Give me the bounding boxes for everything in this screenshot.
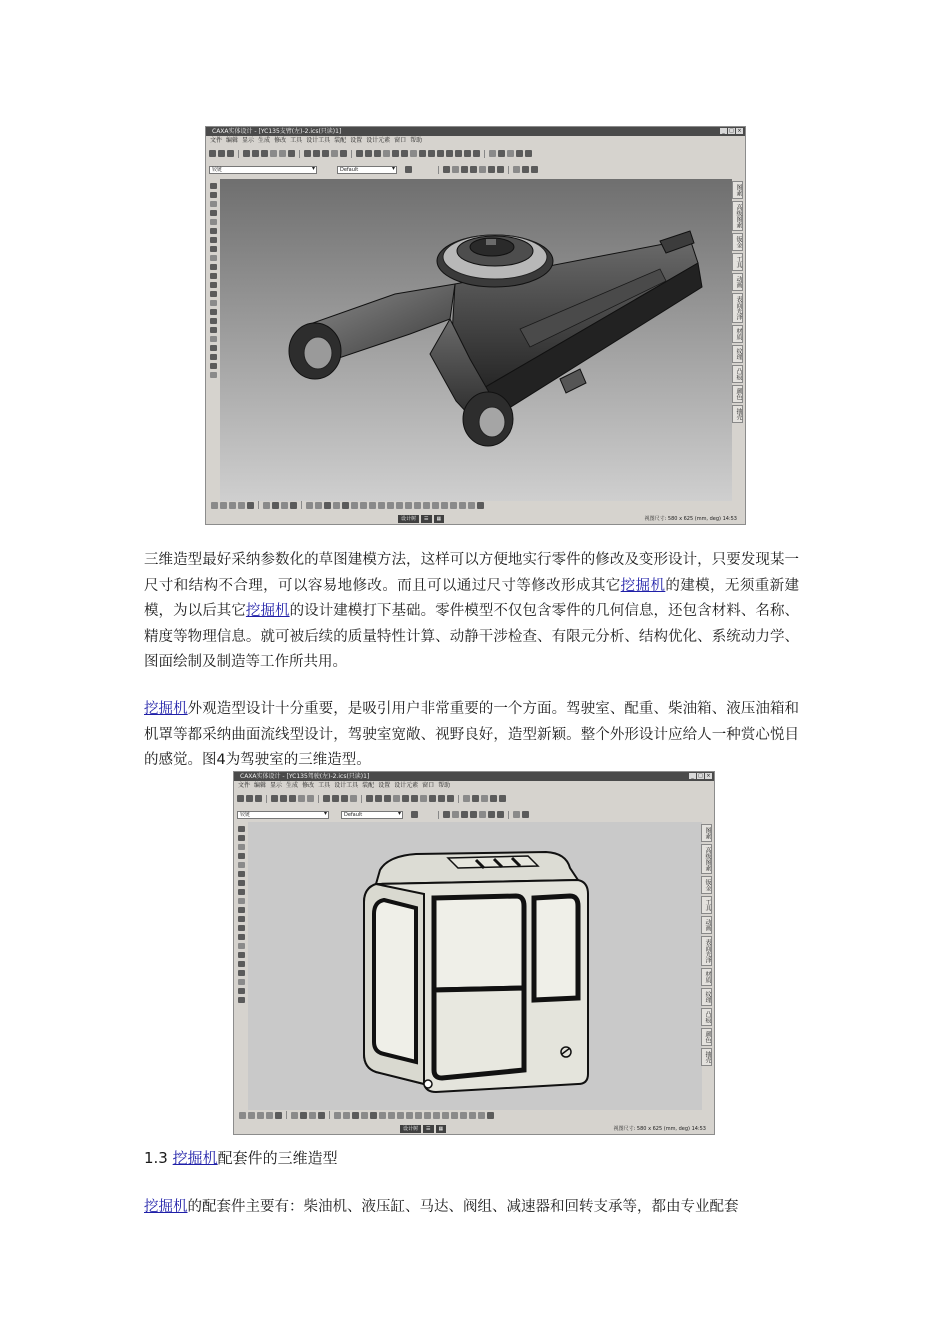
snap-icon [464,150,471,157]
tab-shell: 抽壳 [732,405,743,423]
help-icon [499,795,506,802]
midpoint-icon [433,1112,440,1119]
maximize-icon: □ [698,773,703,779]
minimize-icon: _ [720,128,727,134]
component-combo: 铰链 ▾ [209,166,317,174]
trim-icon [291,1112,298,1119]
constraint-icon [343,1112,350,1119]
circle-icon [229,502,236,509]
wireframe-icon [384,795,391,802]
iso-view-icon [210,291,217,297]
style-combo: Default ▾ [337,166,397,174]
menu-assembly: 装配 [362,782,375,789]
move-icon [290,502,297,509]
section-heading [144,1145,338,1171]
pen-icon [498,150,505,157]
zoom-icon [322,150,329,157]
tab-shell: 抽壳 [701,1048,712,1066]
cad-toolbar-2 [206,164,745,175]
dimension-icon [334,1112,341,1119]
list-tab: ☰ [421,515,431,523]
view-3d-icon [490,795,497,802]
menu-design-elements: 设计元素 [394,782,419,789]
para2-text-a: 外观造型设计十分重要，是吸引用户非常重要的一个方面。驾驶室、配重、柴油箱、液压油箱和机罩等都采纳曲面流线型设计，驾驶室宽敞、视野良好，造型新颖。整个外形设计应给人一种赏心悦目的感觉。图 [144,701,799,768]
measure-icon [420,795,427,802]
symmetric-icon [424,1112,431,1119]
new-icon [209,150,216,157]
status-text: 视图尺寸: 580 x 625 (mm, deg) 14:53 [644,516,737,522]
cad-bottom-toolbar [234,1110,714,1120]
equal-icon [360,502,367,509]
open-icon [218,150,225,157]
convert-icon [468,502,475,509]
cad-window-title: CAXA实体设计 - [YC135驾驶(左)-2.ics(只读)1] [240,773,370,780]
walk-icon [238,844,245,850]
section-icon [401,150,408,157]
cad-bottom-toolbar [206,500,745,510]
revolve-icon [452,166,459,173]
finish-sketch-icon [477,502,484,509]
tab-sheet-metal: 钣金 [701,876,712,894]
point-icon [460,1112,467,1119]
fix-icon [397,1112,404,1119]
paste-icon [289,795,296,802]
midpoint-icon [405,502,412,509]
split-icon [522,166,529,173]
render-icon [366,795,373,802]
cad-right-tabs [732,181,743,423]
chamfer-icon [488,811,495,818]
cad-viewport [220,179,732,501]
text-icon [441,502,448,509]
para2-text-b: 为驾驶室的三维造型。 [225,752,371,768]
open-icon [246,795,253,802]
zoom-out-icon [238,889,245,895]
camera-icon [392,150,399,157]
menu-window: 窗口 [422,782,435,789]
menu-edit: 编辑 [254,782,267,789]
trim-icon [263,502,270,509]
grid-tab: ▦ [434,515,445,523]
iso-view-icon [238,934,245,940]
minimize-icon: _ [689,773,696,779]
link-icon [481,795,488,802]
menu-design-tools: 设计工具 [334,782,359,789]
figure-1-cad-screenshot [205,126,746,525]
view-3d-icon [516,150,523,157]
menu-help: 帮助 [438,782,451,789]
excavator-link-5[interactable]: 挖掘机 [144,1199,188,1215]
para3-text: 的配套件主要有：柴油机、液压缸、马达、阀组、减速器和回转支承等，都由专业配套 [187,1199,739,1215]
section-icon [411,795,418,802]
excavator-link-3[interactable]: 挖掘机 [144,701,188,717]
perpendicular-icon [333,502,340,509]
tab-tools: 工具 [732,253,743,271]
menu-settings: 设置 [378,782,391,789]
sweep-icon [461,166,468,173]
arc-icon [248,1112,255,1119]
cad-left-toolbar [236,826,247,1003]
shaded-icon [210,318,217,324]
concentric-icon [442,1112,449,1119]
close-icon: × [737,128,742,134]
style-combo: Default ▾ [341,811,403,819]
cad-status-bar [234,1124,714,1134]
arc-icon [220,502,227,509]
rotate-icon [304,150,311,157]
equal-icon [388,1112,395,1119]
point-icon [432,502,439,509]
menu-tools: 工具 [318,782,331,789]
tab-material: 材质 [701,968,712,986]
status-tabs [400,1125,446,1133]
polygon-icon [247,502,254,509]
camera-icon [402,795,409,802]
para1-text-b: 的建模，无须重新建模，为以后其它 [144,577,800,619]
cad-toolbar-1 [206,148,745,159]
text-icon [469,1112,476,1119]
select-icon [447,795,454,802]
tab-advanced-primitives: 高级图素 [732,201,743,231]
undo-icon [298,795,305,802]
menu-edit: 编辑 [226,137,239,144]
orbit-icon [210,192,217,198]
copy-icon [252,150,259,157]
copy-icon [280,795,287,802]
coincident-icon [379,1112,386,1119]
tab-texture: 纹理 [732,345,743,363]
offset-icon [272,502,279,509]
extrude-icon [443,166,450,173]
zoom-out-icon [210,246,217,252]
rotate-icon [323,795,330,802]
redo-icon [279,150,286,157]
tab-primitives: 图素 [701,824,712,842]
window-controls [720,128,743,134]
section-view-icon [210,363,217,369]
menu-window: 窗口 [394,137,407,144]
polygon-icon [275,1112,282,1119]
excavator-link-2[interactable]: 挖掘机 [245,603,290,619]
menu-modify: 修改 [274,137,287,144]
zoom-window-icon [238,871,245,877]
look-icon [210,219,217,225]
pen-icon [472,795,479,802]
print-icon [288,150,295,157]
light-icon [383,150,390,157]
normal-view-icon [238,943,245,949]
smart-snap-icon [419,150,426,157]
grid-tab: ▦ [436,1125,447,1133]
walk-icon [210,201,217,207]
loft-icon [470,811,477,818]
tab-emboss: 凸痕 [701,1008,712,1026]
spline-icon [451,1112,458,1119]
edges-icon [210,336,217,342]
section-number: 1.3 [144,1149,168,1167]
shaded-icon [238,961,245,967]
para1-text-c: 的设计建模打下基础。零件模型不仅包含零件的几何信息，还包含材料、名称、精度等物理信息。就可被后续的质量特性计算、动静干涉检查、有限元分析、结构优化、系统动力学、图面绘制及制造等工作所共用。 [144,603,800,670]
hidden-icon [210,327,217,333]
shell-icon [497,811,504,818]
menu-file: 文件 [210,137,223,144]
design-tree-tab: 设计树 [400,1125,421,1133]
light-icon [393,795,400,802]
window-controls [689,773,712,779]
vertical-icon [415,1112,422,1119]
fillet-icon [479,166,486,173]
hatch-icon [450,502,457,509]
save-icon [255,795,262,802]
menu-tools: 工具 [290,137,303,144]
side-view-icon [238,925,245,931]
orbit-icon [238,835,245,841]
undo-icon [270,150,277,157]
tab-advanced-primitives: 高级图素 [701,844,712,874]
spline-icon [423,502,430,509]
paste-icon [261,150,268,157]
layer-icon [473,150,480,157]
menu-assembly: 装配 [334,137,347,144]
shade-icon [375,795,382,802]
hatch-icon [478,1112,485,1119]
menu-view: 显示 [270,782,283,789]
section-title: 配套件的三维造型 [217,1149,338,1167]
render-icon [356,150,363,157]
wireframe-icon [374,150,381,157]
parallel-icon [324,502,331,509]
para1-text-a: 三维造型最好采纳参数化的草图建模方法，这样可以方便地实行零件的修改及变形设计，只要发现某一尺寸和结构不合理，可以容易地修改。而且可以通过尺寸等修改形成其它 [144,552,799,594]
help-icon [525,150,532,157]
view-icon [331,150,338,157]
paragraph-2 [144,697,799,774]
design-tree-tab: 设计树 [398,515,419,523]
concentric-icon [414,502,421,509]
hidden-icon [238,970,245,976]
dolly-icon [238,853,245,859]
tab-emboss: 凸痕 [732,365,743,383]
draft-icon [513,166,520,173]
horizontal-icon [406,1112,413,1119]
tree-icon [405,166,412,173]
menu-design-tools: 设计工具 [306,137,331,144]
zoom-window-icon [210,228,217,234]
measure-icon [410,150,417,157]
menu-modify: 修改 [302,782,315,789]
figure-2-cad-screenshot [233,771,715,1135]
line-icon [211,502,218,509]
menu-settings: 设置 [350,137,363,144]
cad-title-bar [234,772,714,781]
tab-sheet-metal: 钣金 [732,233,743,251]
tab-animation: 动画 [701,916,712,934]
tab-surface-finish: 表面光泽 [732,293,743,323]
figure-number: 4 [216,752,226,768]
cad-toolbar-2 [234,809,714,820]
maximize-icon: □ [729,128,734,134]
normal-view-icon [210,300,217,306]
vertical-icon [387,502,394,509]
tab-animation: 动画 [732,273,743,291]
measure-tool-icon [210,372,217,378]
new-icon [237,795,244,802]
pan-icon [313,150,320,157]
chamfer-icon [488,166,495,173]
perspective-icon [210,309,217,315]
fit-all-icon [210,255,217,261]
project-icon [459,502,466,509]
cad-right-tabs [701,824,712,1066]
pan-icon [332,795,339,802]
grid-icon [455,150,462,157]
draft-icon [513,811,520,818]
tab-color: 颜色 [701,1028,712,1046]
fillet-icon [479,811,486,818]
front-view-icon [238,907,245,913]
menu-design-elements: 设计元素 [366,137,391,144]
dimension-icon [306,502,313,509]
tree-icon [411,811,418,818]
sweep-icon [461,811,468,818]
tab-surface-finish: 表面光泽 [701,936,712,966]
cut-icon [271,795,278,802]
offset-icon [300,1112,307,1119]
dolly-icon [210,210,217,216]
cad-toolbar-1 [234,793,714,804]
zoom-icon [341,795,348,802]
cut-icon [243,150,250,157]
zoom-in-icon [238,880,245,886]
menu-generate: 生成 [258,137,271,144]
tab-texture: 纹理 [701,988,712,1006]
status-tabs [398,515,444,523]
move-icon [318,1112,325,1119]
cad-left-toolbar [208,183,219,378]
menu-generate: 生成 [286,782,299,789]
cad-status-bar [206,514,745,524]
paragraph-3 [144,1195,799,1221]
side-view-icon [210,282,217,288]
horizontal-icon [378,502,385,509]
rect-icon [238,502,245,509]
edges-icon [238,979,245,985]
mirror-icon [281,502,288,509]
lights-icon [238,997,245,1003]
revolve-icon [452,811,459,818]
excavator-link-1[interactable]: 挖掘机 [620,577,666,594]
realistic-icon [238,988,245,994]
tab-tools: 工具 [701,896,712,914]
front-view-icon [210,264,217,270]
component-combo: 铰链 ▾ [237,811,329,819]
list-tab: ☰ [423,1125,433,1133]
shell-icon [497,166,504,173]
triball-icon [438,795,445,802]
constraint-icon [315,502,322,509]
mirror-icon [309,1112,316,1119]
pointer-icon [238,826,245,832]
arrow-icon [489,150,496,157]
select-icon [437,150,444,157]
coincident-icon [351,502,358,509]
parallel-icon [352,1112,359,1119]
excavator-boom-model [220,179,732,501]
cad-menu-bar [234,781,714,791]
zoom-in-icon [210,237,217,243]
finish-sketch-icon [487,1112,494,1119]
cad-viewport [248,822,702,1110]
top-view-icon [210,273,217,279]
top-view-icon [238,916,245,922]
circle-icon [257,1112,264,1119]
filter-icon [446,150,453,157]
excavator-link-4[interactable]: 挖掘机 [172,1149,218,1167]
menu-view: 显示 [242,137,255,144]
shade-icon [365,150,372,157]
save-icon [227,150,234,157]
menu-file: 文件 [238,782,251,789]
view-icon [350,795,357,802]
fix-icon [369,502,376,509]
menu-help: 帮助 [410,137,423,144]
paragraph-1 [144,548,799,676]
cad-menu-bar [206,136,745,146]
pointer-icon [210,183,217,189]
symmetric-icon [396,502,403,509]
tangent-icon [370,1112,377,1119]
close-icon: × [706,773,711,779]
tab-color: 颜色 [732,385,743,403]
rect-icon [266,1112,273,1119]
triball-icon [428,150,435,157]
arrow-icon [463,795,470,802]
tab-primitives: 图素 [732,181,743,199]
cad-title-bar [206,127,745,136]
lights-icon [210,354,217,360]
cab-model [248,822,702,1110]
cad-window-title: CAXA实体设计 - [YC135支臂(左)-2.ics(只读)1] [212,128,342,135]
tab-material: 材质 [732,325,743,343]
line-icon [239,1112,246,1119]
perpendicular-icon [361,1112,368,1119]
link-icon [507,150,514,157]
extrude-icon [443,811,450,818]
pattern-icon [531,166,538,173]
smart-snap-icon [429,795,436,802]
look-icon [238,862,245,868]
fit-all-icon [238,898,245,904]
realistic-icon [210,345,217,351]
fit-icon [340,150,347,157]
loft-icon [470,166,477,173]
split-icon [522,811,529,818]
perspective-icon [238,952,245,958]
tangent-icon [342,502,349,509]
status-text: 视图尺寸: 580 x 625 (mm, deg) 14:53 [613,1126,706,1132]
redo-icon [307,795,314,802]
